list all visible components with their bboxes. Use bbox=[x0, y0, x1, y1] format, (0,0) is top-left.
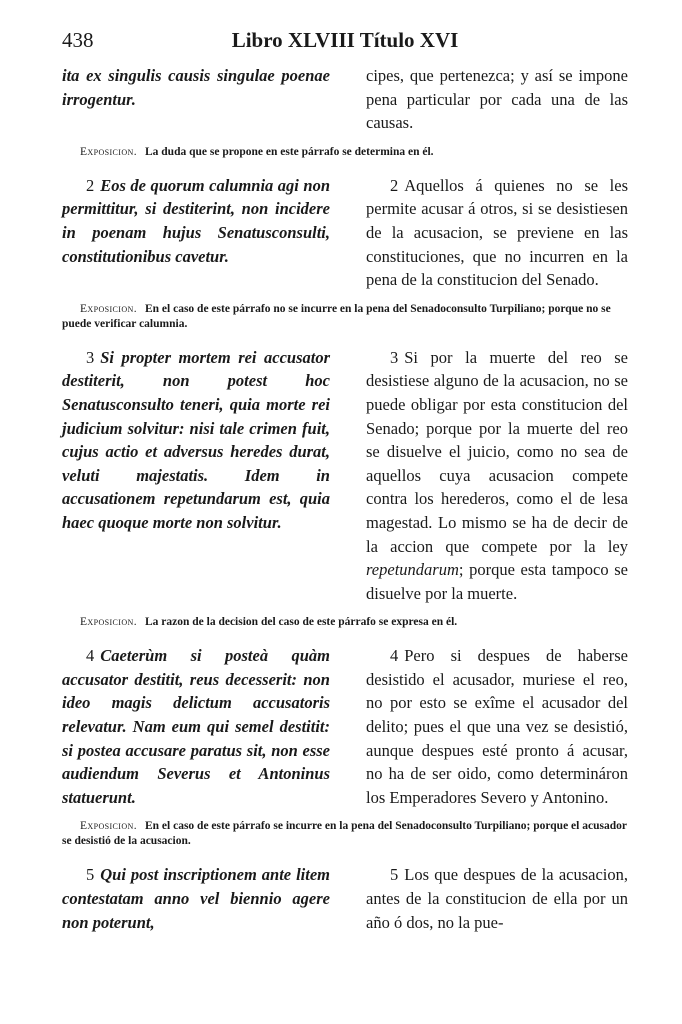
spanish-body: Pero si despues de haberse desistido el acusador, muriese el reo, no por esto se exîme el acusador del delito; pues el que una vez se desistió, aunque despues esté pronto á acusar, no ha de ser oido, como determináron los Emperadores Severo y Antonino. bbox=[366, 646, 628, 807]
paragraph-number: 2 bbox=[390, 175, 399, 195]
paragraph-pair bbox=[62, 64, 628, 135]
exposicion-text: La razon de la decision del caso de este párrafo se expresa en él. bbox=[144, 616, 458, 629]
latin-text bbox=[62, 174, 330, 292]
exposicion-text: En el caso de este párrafo se incurre en la pena del Senadoconsulto Turpiliano; porque el acusador se desistió de la acusacion. bbox=[62, 820, 627, 848]
paragraph-number: 4 bbox=[390, 646, 399, 666]
latin-text bbox=[62, 64, 330, 135]
exposicion-label: Exposicion. bbox=[80, 145, 137, 158]
exposicion-label: Exposicion. bbox=[80, 302, 137, 315]
paragraph-number: 2 bbox=[86, 175, 95, 195]
latin-body: ita ex singulis causis singulae poenae irrogentur. bbox=[62, 66, 330, 109]
paragraph-number: 5 bbox=[86, 865, 95, 885]
spanish-text bbox=[366, 174, 628, 292]
exposicion-note bbox=[62, 615, 628, 630]
latin-body: Qui post inscriptionem ante litem contestatam anno vel biennio agere non poterunt, bbox=[62, 865, 330, 932]
spanish-body: cipes, que pertenezca; y así se impone pena particular por cada una de las causas. bbox=[366, 66, 628, 133]
exposicion-note bbox=[62, 819, 628, 849]
page-number: 438 bbox=[62, 28, 94, 52]
paragraph-pair bbox=[62, 174, 628, 292]
running-title: Libro XLVIII Título XVI bbox=[231, 28, 459, 52]
paragraph-number: 3 bbox=[86, 347, 95, 367]
latin-body: Si propter mortem rei accusator destiterit, non potest hoc Senatusconsulto teneri, quia morte rei judicium solvitur: nisi tale crimen fuit, cujus actio et adversus heredes durat, veluti majestatis. Idem in accusationem repetundarum est, quia haec quoque morte non solvitur. bbox=[62, 347, 330, 532]
spanish-body: Aquellos á quienes no se les permite acusar á otros, si se desistiesen de la acusacion, se previene en las constituciones, que no incurren en la pena de la constitucion del Senado. bbox=[366, 175, 628, 290]
latin-text bbox=[62, 346, 330, 606]
paragraph-pair bbox=[62, 346, 628, 606]
exposicion-text: En el caso de este párrafo no se incurre en la pena del Senadoconsulto Turpiliano; porque no se puede verificar calumnia. bbox=[62, 302, 611, 330]
paragraph-pair bbox=[62, 863, 628, 934]
spanish-body: Si por la muerte del reo se desistiese alguno de la acusacion, no se puede obligar por esta constitucion del Senado; porque por la muerte del reo se disuelve el juicio, como no sea de aquellos cuya acusacion compete contra los herederos, como el de lesa magestad. Lo mismo se ha de decir de la accion que compete por la ley bbox=[366, 347, 628, 556]
page-header bbox=[62, 28, 628, 62]
spanish-text bbox=[366, 64, 628, 135]
paragraph-number: 3 bbox=[390, 347, 399, 367]
exposicion-note bbox=[62, 302, 628, 332]
exposicion-note bbox=[62, 145, 628, 160]
book-page bbox=[62, 28, 628, 934]
spanish-text bbox=[366, 863, 628, 934]
latin-text bbox=[62, 863, 330, 934]
paragraph-pair bbox=[62, 644, 628, 809]
latin-body: Eos de quorum calumnia agi non permittitur, si destiterint, non incidere in poenam hujus Senatusconsulti, constitutionibus cavetur. bbox=[62, 175, 330, 266]
paragraph-number: 4 bbox=[86, 646, 95, 666]
exposicion-text: La duda que se propone en este párrafo se determina en él. bbox=[144, 145, 434, 158]
spanish-text bbox=[366, 346, 628, 606]
latin-body: Caeterùm si posteà quàm accusator destitit, reus decesserit: non ideo magis delictum accusatoris relevatur. Nam eum qui semel destitit: si postea accusare paratus sit, non esse audiendum Severus et Antoninus statuerunt. bbox=[62, 646, 330, 807]
exposicion-label: Exposicion. bbox=[80, 616, 137, 629]
spanish-text bbox=[366, 644, 628, 809]
latin-text bbox=[62, 644, 330, 809]
paragraph-number: 5 bbox=[390, 865, 399, 885]
spanish-italic-term: repetundarum bbox=[366, 560, 459, 580]
exposicion-label: Exposicion. bbox=[80, 820, 137, 833]
spanish-body: Los que despues de la acusacion, antes de la constitucion de ella por un año ó dos, no la pue- bbox=[366, 865, 628, 932]
spanish-body-end: ; porque esta tampoco se disuelve por la muerte. bbox=[366, 560, 628, 603]
